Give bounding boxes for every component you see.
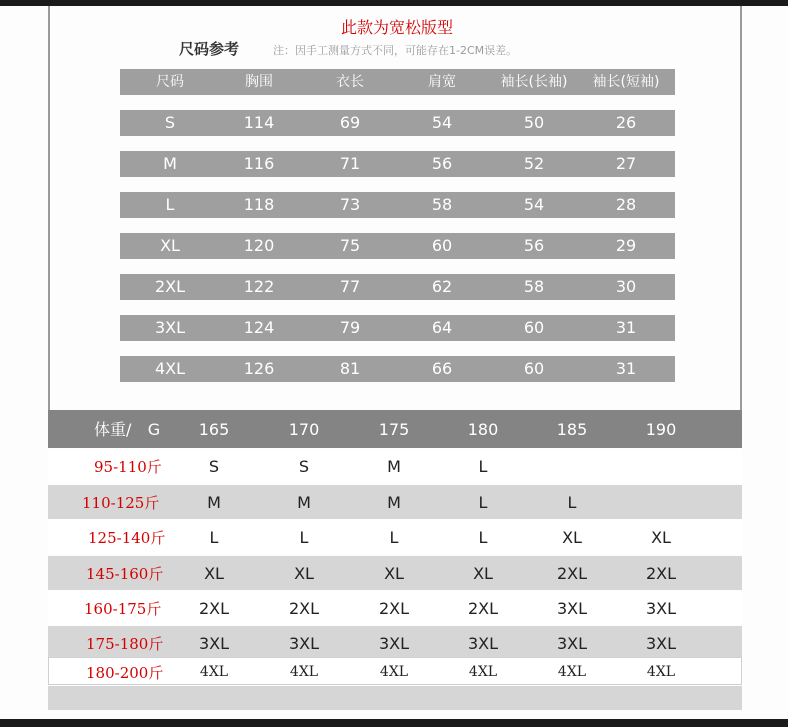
size-cell: 73 [339,195,361,214]
size-cell: L [165,195,175,214]
size-row [120,110,675,136]
size-row [120,274,675,300]
header-cell: 尺码 [156,74,184,90]
size-cell: 71 [339,154,361,173]
size-recommendation: L [209,528,219,547]
size-cell: 31 [615,359,637,378]
size-cell: 29 [615,236,637,255]
size-cell: 116 [243,154,275,173]
size-cell: 60 [523,359,545,378]
header-cell: 衣长 [336,74,364,90]
left-border [48,6,50,411]
size-recommendation: 2XL [378,599,410,618]
size-cell: 54 [523,195,545,214]
size-recommendation: 2XL [198,599,230,618]
size-recommendation: XL [473,564,493,583]
size-cell: 30 [615,277,637,296]
size-recommendation: M [387,493,401,512]
height-cell: 180 [467,420,499,439]
size-cell: 31 [615,318,637,337]
header-cell: 袖长(短袖) [592,74,660,90]
size-recommendation: L [478,493,488,512]
height-unit-label: G [147,420,161,439]
weight-range-label: 125-140斤 [88,529,166,547]
height-cell: 190 [645,420,677,439]
size-cell: S [164,113,176,132]
size-cell: 60 [431,236,453,255]
size-recommendation: 2XL [467,599,499,618]
top-border [0,0,788,6]
size-row [120,315,675,341]
size-cell: 52 [523,154,545,173]
size-cell: 124 [243,318,275,337]
weight-range-label: 145-160斤 [86,565,164,583]
size-cell: 60 [523,318,545,337]
size-cell: 120 [243,236,275,255]
fit-note: 此款为宽松版型 [341,18,454,37]
size-cell: 2XL [154,277,186,296]
size-recommendation: L [478,528,488,547]
weight-height-header [48,410,742,448]
size-cell: 69 [339,113,361,132]
size-recommendation: 3XL [645,634,677,653]
size-cell: XL [160,236,180,255]
size-recommendation: 2XL [645,564,677,583]
bottom-band [48,686,742,710]
size-recommendation: 2XL [556,564,588,583]
weight-range-label: 180-200斤 [86,664,164,682]
size-cell: 122 [243,277,275,296]
height-cell: 175 [378,420,410,439]
size-recommendation: XL [384,564,404,583]
size-cell: 77 [339,277,361,296]
size-recommendation: 4XL [289,664,319,680]
size-cell: 81 [339,359,361,378]
size-recommendation: XL [651,528,671,547]
header-cell: 袖长(长袖) [500,74,568,90]
size-recommendation: 3XL [556,599,588,618]
size-chart-title: 尺码参考 [179,40,240,58]
height-cell: 165 [198,420,230,439]
header-cell: 肩宽 [428,74,456,90]
size-recommendation: L [567,493,577,512]
size-recommendation: 4XL [199,664,229,680]
size-recommendation: 4XL [646,664,676,680]
weight-range-label: 160-175斤 [84,600,162,618]
size-recommendation: 2XL [288,599,320,618]
size-recommendation: L [299,528,309,547]
size-recommendation: M [297,493,311,512]
weight-row [48,626,742,660]
size-row [120,151,675,177]
size-cell: 66 [431,359,453,378]
weight-row [48,485,742,519]
header-cell: 胸围 [245,74,273,90]
weight-row [48,591,742,625]
size-cell: 126 [243,359,275,378]
size-recommendation: S [298,457,310,476]
size-recommendation: M [207,493,221,512]
size-recommendation: 3XL [645,599,677,618]
size-recommendation: 4XL [468,664,498,680]
size-cell: 4XL [154,359,186,378]
size-cell: 114 [243,113,275,132]
size-recommendation: S [208,457,220,476]
size-recommendation: 3XL [288,634,320,653]
height-cell: 170 [288,420,320,439]
size-cell: 79 [339,318,361,337]
size-cell: 58 [431,195,453,214]
size-recommendation: L [478,457,488,476]
size-cell: 58 [523,277,545,296]
size-cell: M [163,154,177,173]
size-recommendation: 3XL [378,634,410,653]
size-recommendation: XL [562,528,582,547]
height-cell: 185 [556,420,588,439]
weight-range-label: 175-180斤 [86,635,164,653]
weight-row [48,556,742,590]
size-cell: 64 [431,318,453,337]
weight-range-label: 110-125斤 [82,494,160,512]
size-cell: 28 [615,195,637,214]
size-cell: 50 [523,113,545,132]
weight-row [48,657,742,685]
size-recommendation: L [389,528,399,547]
bottom-border [0,719,788,727]
size-cell: 75 [339,236,361,255]
weight-range-label: 95-110斤 [94,458,162,476]
right-border [740,6,742,411]
size-recommendation: 3XL [556,634,588,653]
size-cell: 3XL [154,318,186,337]
size-cell: 26 [615,113,637,132]
size-cell: 118 [243,195,275,214]
weight-row [48,520,742,554]
size-cell: 56 [523,236,545,255]
size-recommendation: 4XL [557,664,587,680]
weight-row [48,449,742,483]
size-row [120,192,675,218]
size-cell: 27 [615,154,637,173]
size-header-row [120,69,675,95]
weight-corner-label: 体重/ [94,420,132,439]
size-recommendation: XL [294,564,314,583]
size-recommendation: XL [204,564,224,583]
size-recommendation: 4XL [379,664,409,680]
size-chart-subtitle: 注：因手工测量方式不同，可能存在1-2CM误差。 [273,44,518,57]
size-cell: 56 [431,154,453,173]
size-row [120,233,675,259]
size-cell: 54 [431,113,453,132]
size-cell: 62 [431,277,453,296]
size-row [120,356,675,382]
size-recommendation: 3XL [467,634,499,653]
size-recommendation: 3XL [198,634,230,653]
size-recommendation: M [387,457,401,476]
